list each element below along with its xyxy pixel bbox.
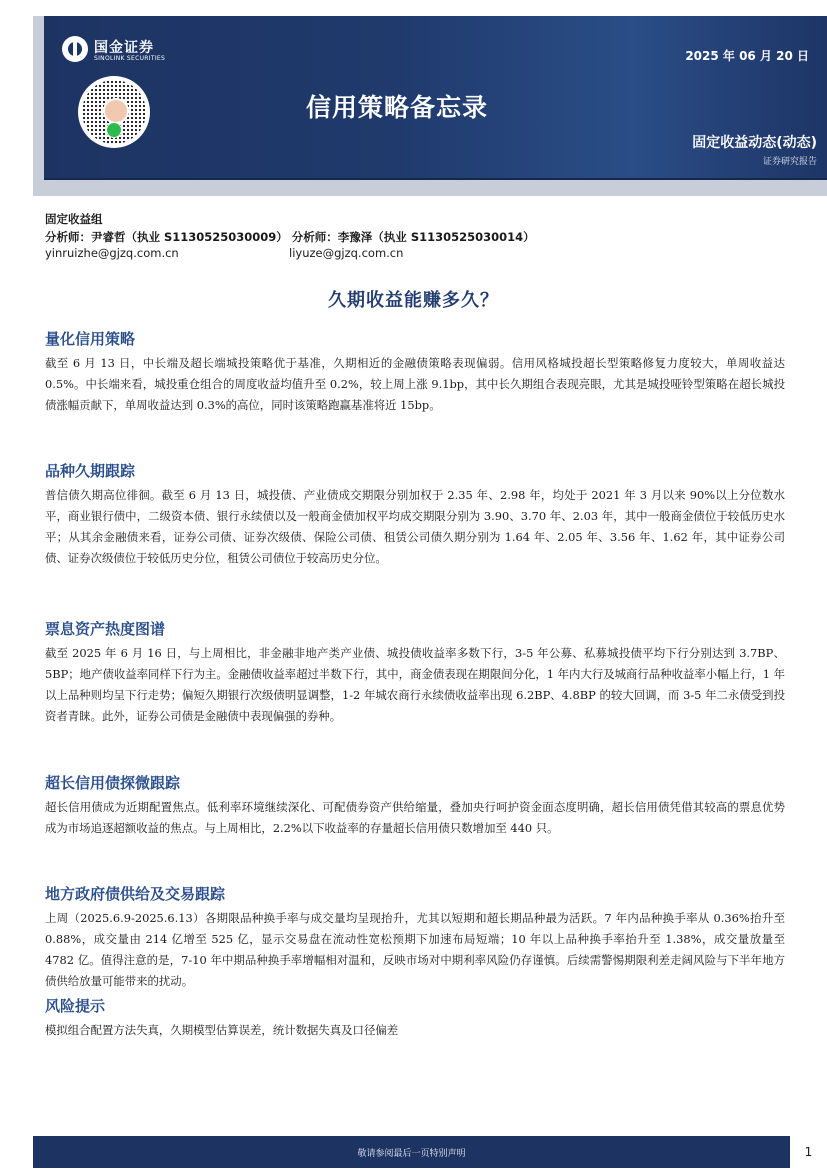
analysts-line: 分析师：尹睿哲（执业 S1130525030009） 分析师：李豫泽（执业 S1130525030014） — [45, 230, 535, 244]
logo-chinese-name: 国金证券 — [94, 40, 154, 56]
section-body: 模拟组合配置方法失真，久期模型估算误差，统计数据失真及口径偏差 — [45, 1023, 399, 1037]
report-type: 固定收益动态(动态) — [692, 135, 817, 151]
page-number: 1 — [790, 1136, 827, 1168]
section-body: 上周（2025.6.9-2025.6.13）各期限品种换手率与成交量均呈现抬升，尤其以短期和超长期品种最为活跃。7 年内品种换手率从 0.36%抬升至 0.88%，成交量由 214 亿增至 525 亿，显示交易盘在流动性宽松预期下加速布局短端；10 年以上品种换手率抬升至 1.38%，成交量放量至 4782 亿。值得注意的是，7-10 年中期品种换手率增幅相对温和，反映市场对中期利率风险仍存谨慎。后续需警惕期限利差走阔风险与下半年地方债供给放量可能带来的扰动。 — [45, 911, 785, 988]
section-body: 超长信用债成为近期配置焦点。低利率环境继续深化、可配债券资产供给缩量，叠加央行呵护资金面态度明确，超长信用债凭借其较高的票息优势成为市场追逐超额收益的焦点。与上周相比，2.2%以下收益率的存量超长信用债只数增加至 440 只。 — [45, 800, 785, 835]
section-quant-credit-strategy — [45, 329, 785, 416]
section-body: 普信债久期高位徘徊。截至 6 月 13 日，城投债、产业债成交期限分别加权于 2.35 年、2.98 年，均处于 2021 年 3 月以来 90%以上分位数水平，商业银行债中，二级资本债、银行永续债以及一般商金债加权平均成交期限分别为 3.90、3.70 年、2.03 年，其中一般商金债位于较低历史水平；从其余金融债来看，证券公司债、证券次级债、保险公司债、租赁公司债久期分别为 1.64 年、2.05 年、3.56 年、1.62 年，其中证券公司债、证券次级债位于较低历史分位，租赁公司债位于较高历史分位。 — [45, 488, 785, 565]
section-heading: 量化信用策略 — [45, 330, 136, 348]
qr-center-badge-icon — [103, 98, 129, 124]
section-heading: 风险提示 — [45, 997, 106, 1015]
section-ultra-long-credit — [45, 773, 785, 839]
report-date: 2025 年 06 月 20 日 — [685, 49, 809, 63]
wechat-icon — [106, 122, 122, 138]
section-body: 截至 6 月 13 日，中长端及超长端城投策略优于基准，久期相近的金融债策略表现偏弱。信用风格城投超长型策略修复力度较大，单周收益达 0.5%。中长端来看，城投重仓组合的周度收益均值升至 0.2%，较上周上涨 9.1bp，其中长久期组合表现亮眼，尤其是城投哑铃型策略在超长城投债涨幅贡献下，单周收益达到 0.3%的高位，同时该策略跑赢基准将近 15bp。 — [45, 356, 785, 412]
analyst-email-1[interactable]: yinruizhe@gjzq.com.cn — [45, 246, 179, 260]
section-heading: 品种久期跟踪 — [45, 462, 136, 480]
report-title: 信用策略备忘录 — [306, 93, 489, 122]
analyst-email-2[interactable]: liyuze@gjzq.com.cn — [289, 246, 404, 260]
section-heading: 地方政府债供给及交易跟踪 — [45, 885, 226, 903]
article-title: 久期收益能赚多久？ — [328, 290, 499, 311]
section-heading: 票息资产热度图谱 — [45, 620, 166, 638]
logo-english-name: SINOLINK SECURITIES — [94, 55, 166, 62]
section-risk-warning — [45, 996, 785, 1041]
section-body: 截至 2025 年 6 月 16 日，与上周相比，非金融非地产类产业债、城投债收益率多数下行，3-5 年公募、私募城投债平均下行分别达到 3.7BP、5BP；地产债收益率同样下行为主。金融债收益率超过半数下行，其中，商金债表现在期限间分化，1 年内大行及城商行品种收益率小幅上行，1 年以上品种则均呈下行走势；偏短久期银行次级债明显调整，1-2 年城农商行永续债收益率出现 6.2BP、4.8BP 的较大回调，而 3-5 年二永债受到投资者青睐。此外，证券公司债是金融债中表现偏强的券种。 — [45, 646, 785, 723]
section-duration-tracking — [45, 461, 785, 569]
logo-mark-icon — [62, 36, 88, 62]
report-header — [44, 16, 827, 180]
company-logo — [62, 36, 182, 66]
research-group: 固定收益组 — [45, 212, 103, 226]
footer-disclaimer: 敬请参阅最后一页特别声明 — [357, 1149, 466, 1159]
report-category: 证券研究报告 — [762, 157, 817, 167]
section-heading: 超长信用债探微跟踪 — [45, 774, 181, 792]
section-coupon-heatmap — [45, 619, 785, 727]
page-footer — [33, 1136, 790, 1168]
qr-code-icon — [78, 76, 150, 148]
section-local-gov-bonds — [45, 884, 785, 992]
